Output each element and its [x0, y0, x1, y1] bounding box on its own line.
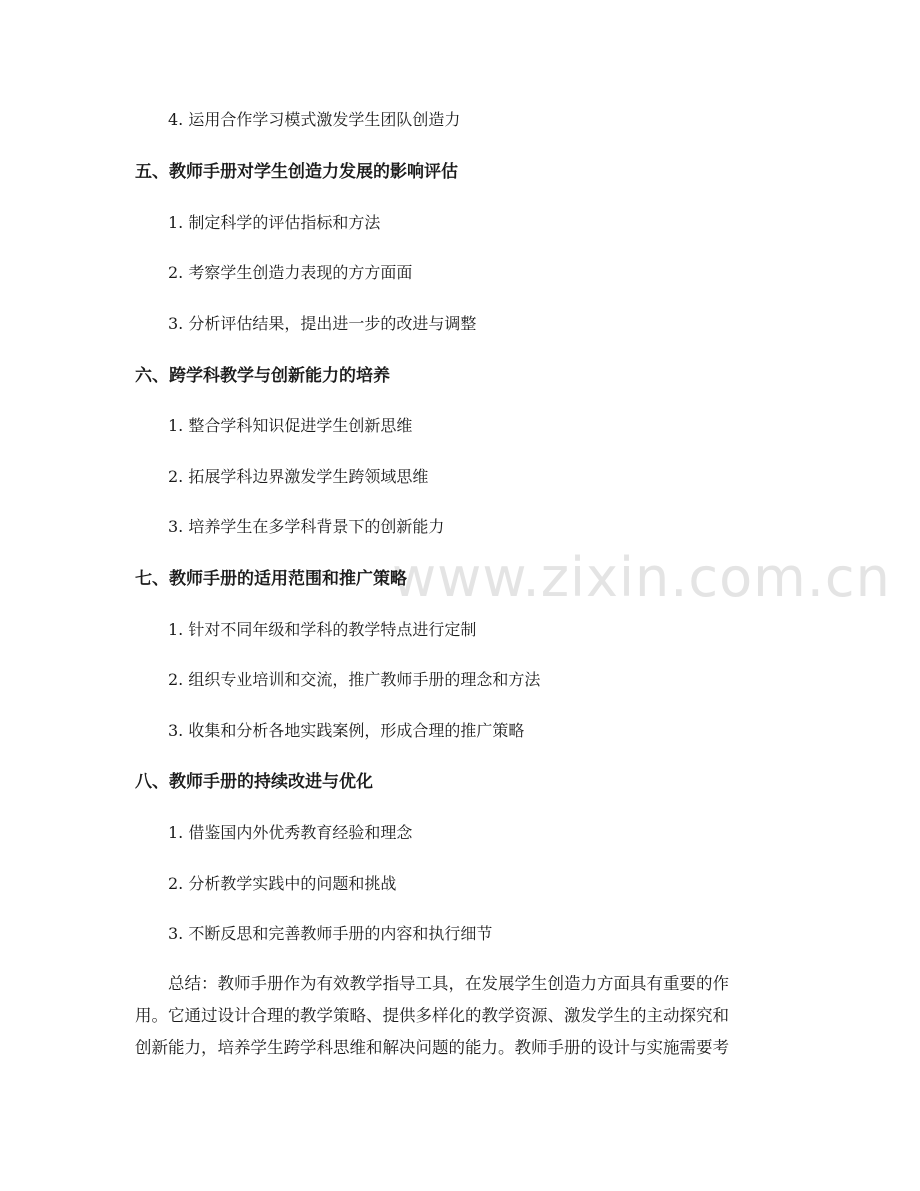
summary-line: 用。它通过设计合理的教学策略、提供多样化的教学资源、激发学生的主动探究和 [135, 1006, 729, 1025]
list-item: 3. 分析评估结果，提出进一步的改进与调整 [168, 314, 477, 333]
list-item: 1. 针对不同年级和学科的教学特点进行定制 [168, 620, 477, 639]
section-heading-5: 五、教师手册对学生创造力发展的影响评估 [135, 162, 458, 182]
list-item: 1. 制定科学的评估指标和方法 [168, 213, 381, 232]
list-item: 1. 借鉴国内外优秀教育经验和理念 [168, 823, 413, 842]
section-heading-7: 七、教师手册的适用范围和推广策略 [135, 569, 407, 589]
list-item: 3. 收集和分析各地实践案例，形成合理的推广策略 [168, 721, 525, 740]
section-heading-8: 八、教师手册的持续改进与优化 [135, 772, 373, 792]
summary-line: 创新能力，培养学生跨学科思维和解决问题的能力。教师手册的设计与实施需要考 [135, 1038, 729, 1057]
list-item: 2. 考察学生创造力表现的方方面面 [168, 263, 413, 282]
list-item: 2. 组织专业培训和交流，推广教师手册的理念和方法 [168, 670, 541, 689]
list-item: 1. 整合学科知识促进学生创新思维 [168, 416, 413, 435]
section-heading-6: 六、跨学科教学与创新能力的培养 [135, 366, 390, 386]
list-item: 2. 分析教学实践中的问题和挑战 [168, 874, 397, 893]
list-item: 3. 不断反思和完善教师手册的内容和执行细节 [168, 924, 493, 943]
list-item: 4. 运用合作学习模式激发学生团队创造力 [168, 110, 461, 129]
watermark: www.zixin.com.cn [392, 546, 891, 609]
list-item: 3. 培养学生在多学科背景下的创新能力 [168, 517, 445, 536]
list-item: 2. 拓展学科边界激发学生跨领域思维 [168, 467, 429, 486]
summary-line: 总结：教师手册作为有效教学指导工具，在发展学生创造力方面具有重要的作 [168, 974, 729, 993]
